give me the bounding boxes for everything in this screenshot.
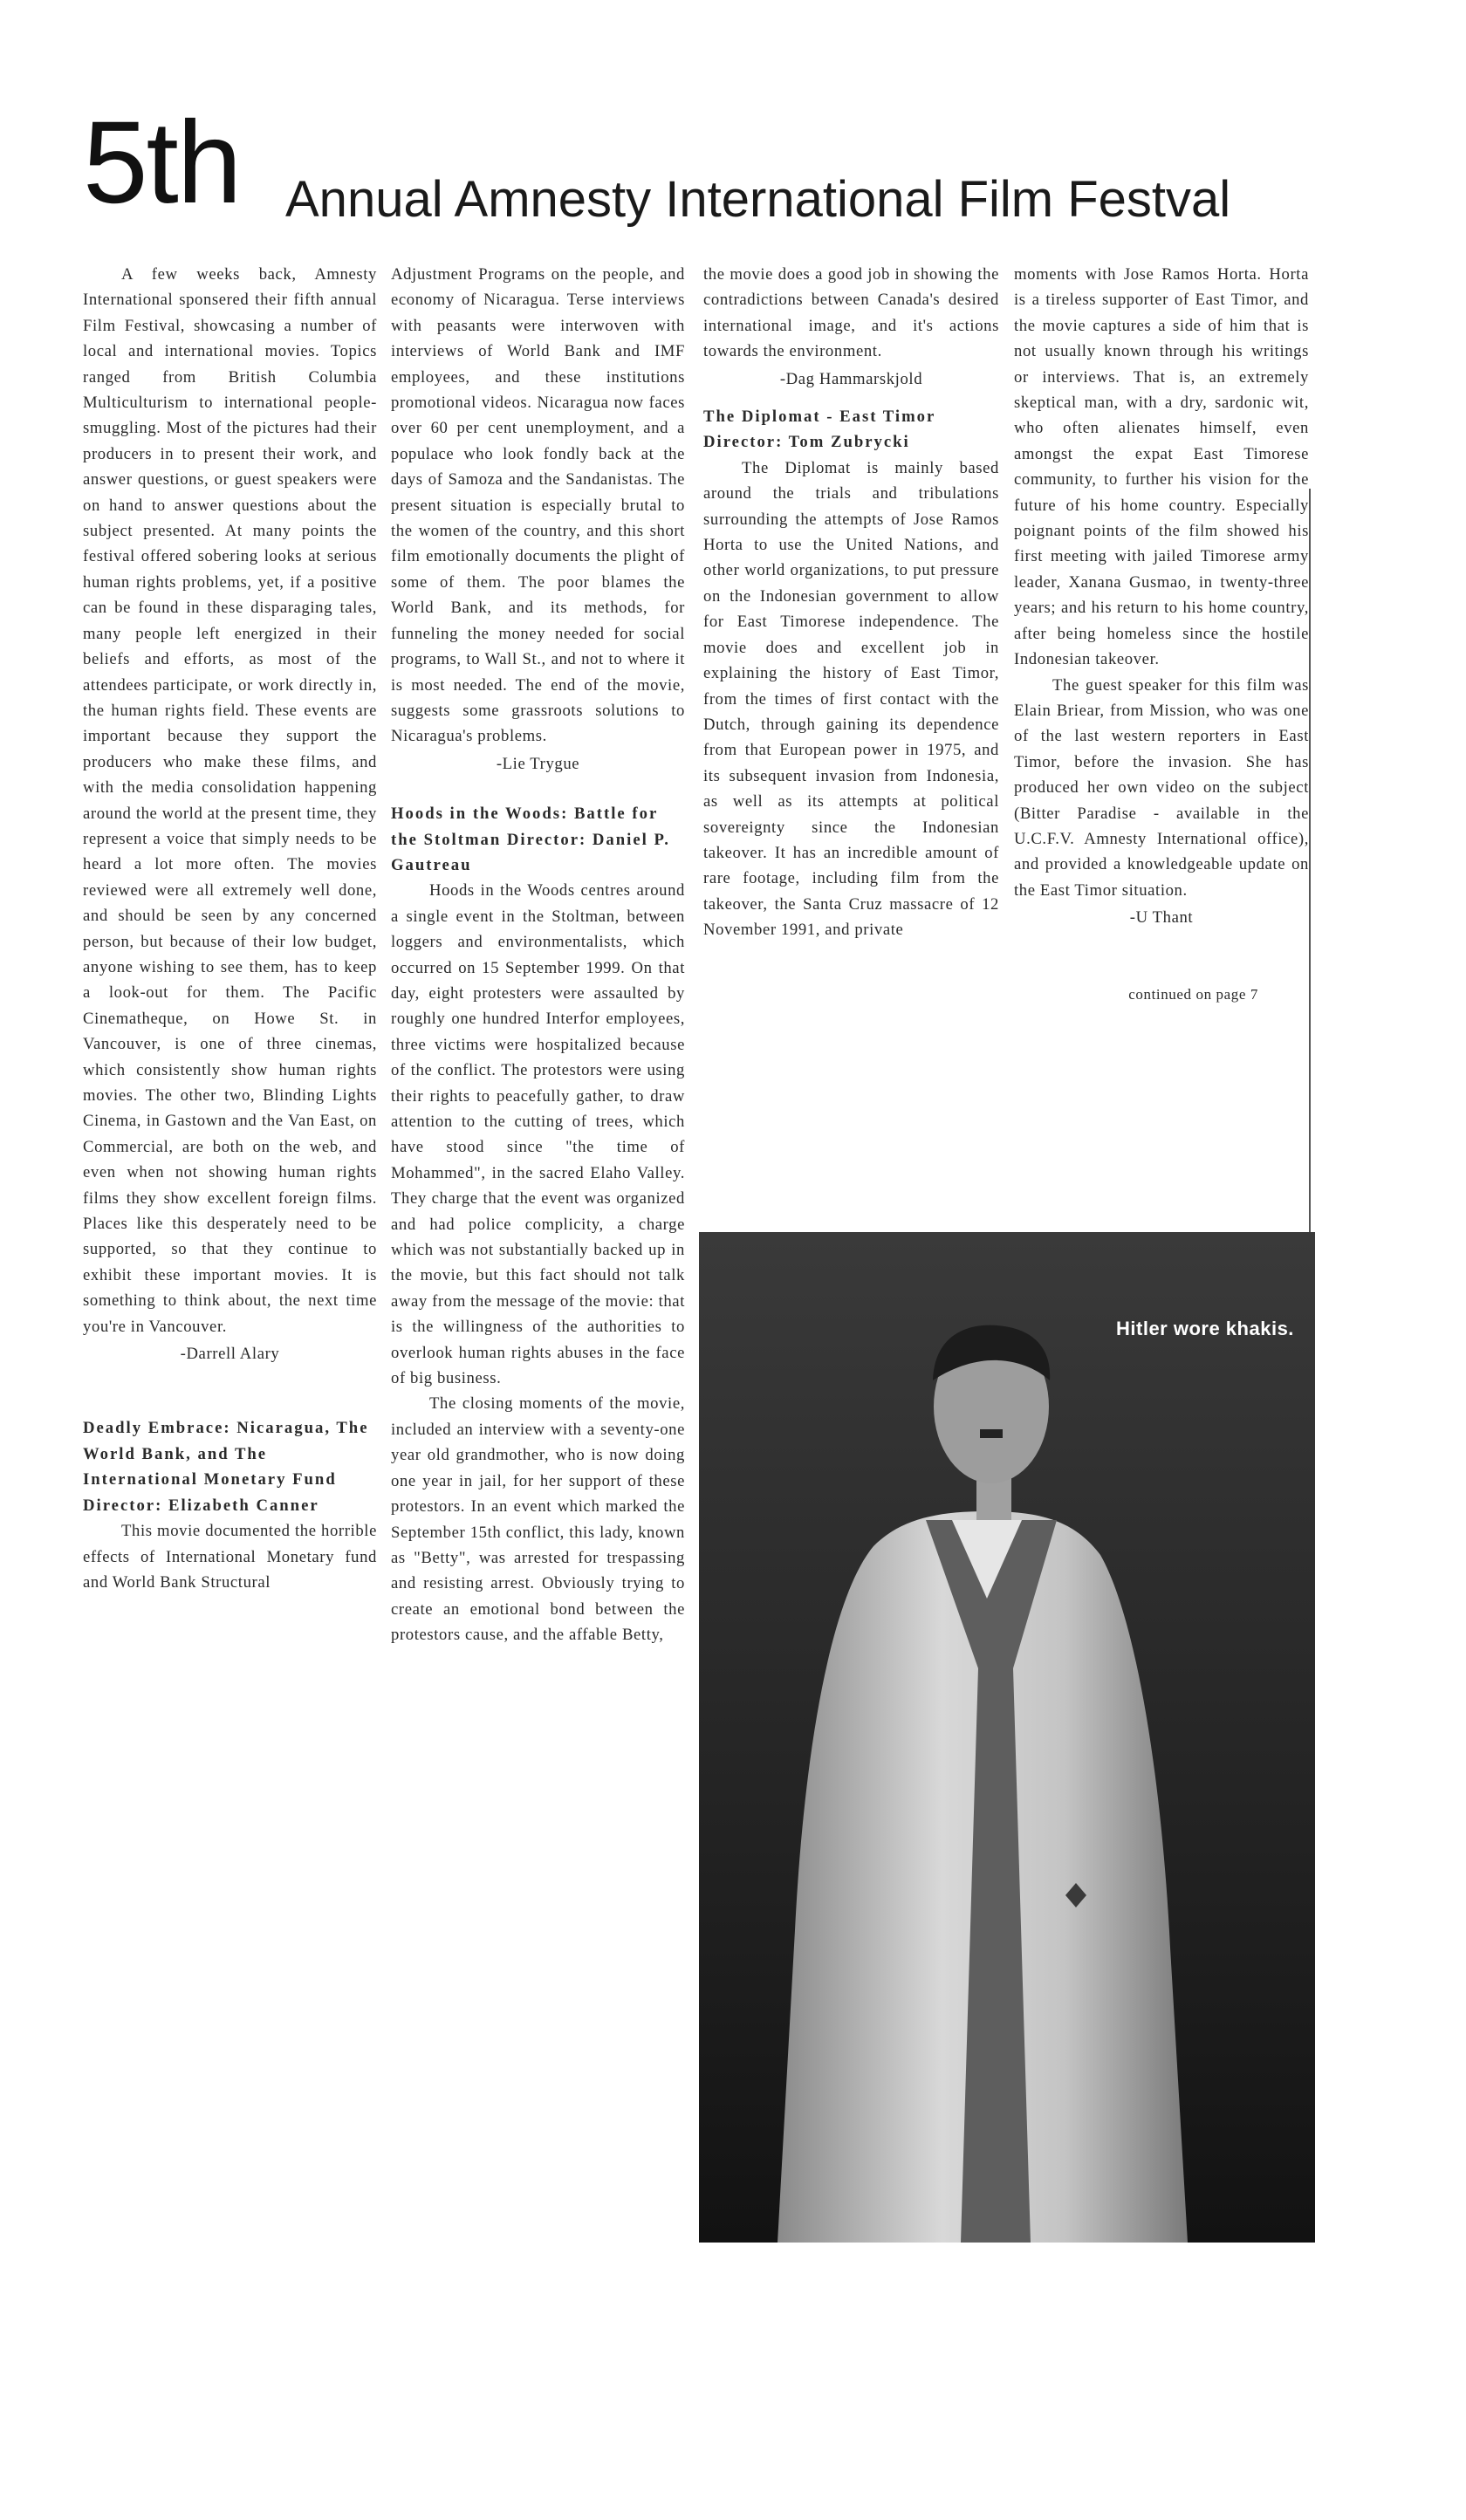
gap-logo-subtitle: KHAKIS	[737, 2361, 823, 2376]
review-paragraph: the movie does a good job in showing the contradictions between Canada's desired international image, and it's actions towards the environment.	[703, 265, 999, 361]
advertisement-photo	[699, 1232, 1315, 2243]
ad-tagline: Hitler wore khakis.	[1116, 1318, 1294, 1339]
review-paragraph: Adjustment Programs on the people, and economy of Nicaragua. Terse interviews with peasants were interwoven with interviews of World Bank and IMF employees, and these institutions promotional videos. Nicaragua now faces over 60 per cent unemployment, and a populace who look fondly back at the days of Samoza and the Sandanistas. The present situation is especially brutal to the women of the country, and this short film emotionally documents the plight of some of them. The poor blames the World Bank, and its methods, for funneling the money needed for social programs, to Wall St., and not to where it is most needed. The end of the movie, suggests some grassroots solutions to Nicaragua's problems.	[391, 265, 685, 746]
gap-logo-word: GAP	[736, 2222, 908, 2356]
article-column-3	[703, 262, 999, 943]
masthead-title: Annual Amnesty International Film Festval	[285, 171, 1231, 228]
intro-paragraph: A few weeks back, Amnesty International sponsered their fifth annual Film Festival, showcasing a number of local and international movies. Topics ranged from British Columbia Multiculturism to international people-smuggling. Most of the pictures had their producers in to present their work, and answer questions, or guest speakers were on hand to answer questions about the subject presented. At many points the festival offered sobering looks at serious human rights problems, yet, if a positive can be found in these disparaging tales, many people left energized in their beliefs and efforts, as most of the attendees participate, or work directly in, the human rights field. These events are important because they support the producers who make these films, and with the media consolidation happening around the world at the present time, they represent a voice that simply needs to be heard a lot more often. The movies reviewed were all extremely well done, and should be seen by any concerned person, but because of their low budget, anyone wishing to see them, has to keep a look-out for them. The Pacific Cinematheque, on Howe St. in Vancouver, is one of three cinemas, which consistently show human rights movies. The other two, Blinding Lights Cinema, in Gastown and the Van East, on Commercial, are both on the web, and even when not showing human rights films they show excellent foreign films. Places like this desperately need to be supported, so that they continue to exhibit these important movies. It is something to think about, the next time you're in Vancouver.	[83, 265, 377, 1336]
article-column-2	[391, 262, 685, 1648]
review-paragraph: The Diplomat is mainly based around the trials and tribulations surrounding the attempts of Jose Ramos Horta to use the United Nations, and other world organizations, to put pressure on the Indonesian government to allow for East Timorese independence. The movie does and excellent job in explaining the history of East Timor, from the times of first contact with the Dutch, through gaining its dependence from that European power in 1975, and its subsequent invasion from Indonesia, as well as its attempts at political sovereignty since the Indonesian takeover. It has an incredible amount of rare footage, including film from the takeover, the Santa Cruz massacre of 12 November 1991, and private	[703, 458, 999, 940]
masthead-number: 5th	[83, 98, 241, 228]
review-paragraph: moments with Jose Ramos Horta. Horta is a tireless supporter of East Timor, and the movie captures a side of him that is not usually known through his writings or interviews. That is, an extremely skeptical man, with a dry, sardonic wit, who often alienates himself, even amongst the expat East Timorese community, to further his vision for the future of his home country. Especially poignant points of the film showed his first meeting with jailed Timorese army leader, Xanana Gusmao, in twenty-three years; and his return to his home country, after being homeless since the hostile Indonesian takeover.	[1014, 265, 1309, 669]
continued-notice: continued on page 7	[1128, 985, 1258, 1003]
masthead	[83, 98, 1409, 237]
byline: -U Thant	[1129, 908, 1194, 928]
review-paragraph: This movie documented the horrible effects of International Monetary fund and World Bank Structural	[83, 1522, 377, 1592]
review-heading: Hoods in the Woods: Battle for the Stoltman Director: Daniel P. Gautreau	[391, 805, 670, 874]
byline: -Darrell Alary	[180, 1345, 280, 1364]
byline: -Lie Trygue	[496, 754, 580, 773]
article-column-4	[1014, 262, 1309, 1007]
byline: -Dag Hammarskjold	[779, 369, 923, 388]
review-heading: Deadly Embrace: Nicaragua, The World Bank, and The International Monetary Fund Director: Elizabeth Canner	[83, 1419, 369, 1515]
review-paragraph: The guest speaker for this film was Elain Briear, from Mission, who was one of the last western reporters in East Timor, before the invasion. She has produced her own video on the subject (Bitter Paradise - available in the U.C.F.V. Amnesty International office), and provided a knowledgeable update on the East Timor situation.	[1014, 675, 1309, 900]
gap-khakis-advertisement	[699, 1232, 1315, 2520]
review-heading: The Diplomat - East Timor Director: Tom Zubrycki	[703, 407, 935, 452]
article-column-1	[83, 262, 377, 1595]
review-paragraph: Hoods in the Woods centres around a single event in the Stoltman, between loggers and environmentalists, which occurred on 15 September 1999. On that day, eight protesters were assaulted by roughly one hundred Interfor employees, three victims were hospitalized because of the conflict. The protestors were using their rights to peacefully gather, to draw attention to the cutting of trees, which have stood since "the time of Mohammed", in the sacred Elaho Valley. They charge that the event was organized and had police complicity, a charge which was not substantially backed up in the movie, but this fact should not talk away from the message of the movie: that is the willingness of the authorities to overlook human rights abuses in the face of big business.	[391, 881, 685, 1388]
column-divider	[1309, 489, 1311, 1239]
gap-logo	[730, 2215, 908, 2387]
review-paragraph: The closing moments of the movie, included an interview with a seventy-one year old grandmother, who is now doing one year in jail, for her support of these protestors. In an event which marked the September 15th conflict, this lady, known as "Betty", was arrested for trespassing and resisting arrest. Obviously trying to create an emotional bond between the protestors cause, and the affable Betty,	[391, 1394, 685, 1645]
